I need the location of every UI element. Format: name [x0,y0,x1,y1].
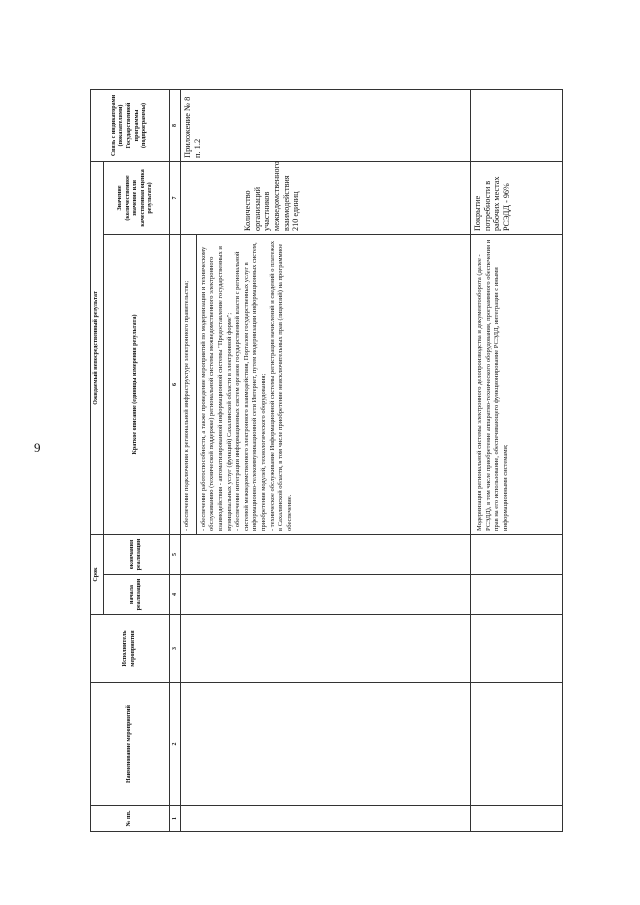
table-row [181,89,471,831]
desc-paragraph: - обеспечение интеграции информационных систем органов государственной власти с региональной системой межведомственного электронного взаимодействия, Порталом государственных услуг в информационно-телекоммуникационной сети Интернет, путем модернизации информационных систем, приобретения модулей, технологического оборудования; [234,242,267,531]
col-number-6: 6 [169,234,181,534]
value-text: Количество организаций участников межведомственного взаимодействия 210 единиц [243,161,301,231]
cell-desc [181,234,471,534]
cell-executor [471,615,563,683]
cell-start [181,575,471,615]
header-executor: Исполнитель мероприятия [91,615,170,683]
desc-paragraph: Модернизация региональной системы электронного делопроизводства и документооборота (далее - РСЭДД), в том числе приобретение аппаратно-технического оборудования, программного обеспечения и прав на его использование, обеспечивающего функционирование РСЭДД, интеграции с иными информационными системами; [476,239,509,531]
desc-paragraph: - техническое обслуживание Информационной системы регистрации начислений и сведений о платежах в Сахалинской области, в том числе приобретение неисключительных прав (лицензий) на программное обеспечение. [268,241,293,531]
header-result: Ожидаемый непосредственный результат [91,161,104,534]
col-number-5: 5 [169,534,181,574]
cell-divider [196,235,197,534]
col-number-4: 4 [169,575,181,615]
cell-link: Приложение № 8 п. 1.2 [181,89,471,161]
cell-start [471,575,563,615]
header-name: Наименование мероприятий [91,683,170,806]
col-number-2: 2 [169,683,181,806]
col-number-3: 3 [169,615,181,683]
cell-desc [471,234,563,534]
col-number-1: 1 [169,806,181,832]
header-value: Значение (количественное значение или качественная оценка результата) [103,161,169,234]
col-number-7: 7 [169,161,181,234]
table-row [471,89,563,831]
header-link: Связь с индикаторами (показателями) Государственной программы (подпрограммы) [91,89,170,161]
desc-paragraph: - обеспечение работоспособности, а также проведение мероприятий по модернизации и техническому обслуживанию (технической поддержке) региональной системы межведомственного электронного взаимодействия - автоматизированной информационной системы "Предоставление государственных и муниципальных услуг (функций) Сахалинской области в электронной форме"; [199,246,233,531]
desc-paragraph: - обеспечение подключения к региональной инфраструктуре электронного правительства; [183,280,191,531]
header-term: Срок [91,534,104,614]
cell-num [181,806,471,832]
rotated-table-container [90,90,618,832]
cell-name [181,683,471,806]
activities-table [90,89,563,832]
cell-num [471,806,563,832]
cell-value [181,161,471,234]
header-num: № пп. [91,806,170,832]
cell-name [471,683,563,806]
cell-end [471,534,563,574]
cell-executor [181,615,471,683]
col-number-8: 8 [169,89,181,161]
cell-end [181,534,471,574]
header-end: окончания реализации [103,534,169,574]
page-number: 9 [34,440,41,455]
header-start: начала реализации [103,575,169,615]
header-desc: Краткое описание (единицы измерения результата) [103,234,169,534]
cell-link [471,89,563,161]
cell-value: Покрытие потребности в рабочих местах РСЭДД - 96% [471,161,563,234]
